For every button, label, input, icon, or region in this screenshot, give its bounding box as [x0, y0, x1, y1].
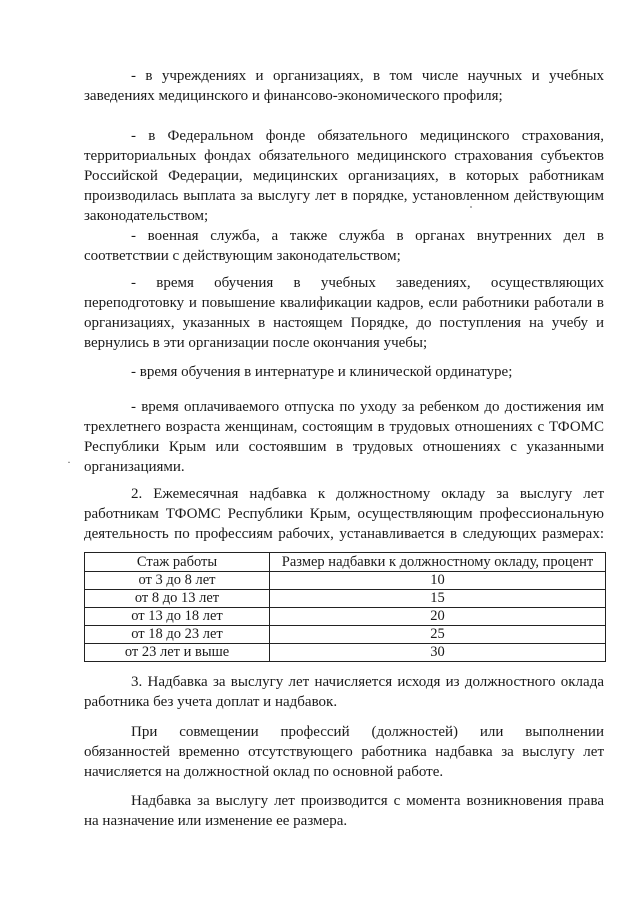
scan-speck	[470, 206, 472, 208]
text-line: работника без учета доплат и надбавок.	[84, 694, 338, 710]
bonus-table	[84, 552, 606, 662]
text-line: вернулись в эти организации после окончания учебы;	[84, 335, 428, 351]
experience-cell: от 13 до 18 лет	[85, 608, 270, 626]
table-header-row	[85, 553, 606, 572]
table-row	[85, 572, 606, 590]
text-line: соответствии с действующим законодательством;	[84, 248, 401, 264]
paragraph-training-time	[84, 273, 604, 353]
percent-cell: 30	[270, 644, 606, 662]
text-line: организациями.	[84, 459, 185, 475]
paragraph-federal-fund	[84, 126, 604, 226]
paragraph-institutions	[84, 66, 604, 106]
column-header-experience: Стаж работы	[85, 553, 270, 572]
text-line: территориальных фондах обязательного медицинского страхования субъектов	[84, 148, 604, 164]
paragraph-combination	[84, 722, 604, 782]
paragraph-bonus-calculation	[84, 672, 604, 712]
text-line: 2. Ежемесячная надбавка к должностному окладу за выслугу лет	[131, 486, 604, 502]
table-row	[85, 590, 606, 608]
percent-cell: 10	[270, 572, 606, 590]
text-line: на назначение или изменение ее размера.	[84, 813, 348, 829]
text-line: - время обучения в учебных заведениях, осуществляющих	[131, 275, 604, 291]
paragraph-effective-date	[84, 791, 604, 831]
text-line: работникам ТФОМС Республики Крым, осуществляющим профессиональную	[84, 506, 604, 522]
text-line: Республики Крым или состоявшим в трудовых отношениях с указанными	[84, 439, 604, 455]
text-line: - время обучения в интернатуре и клинической ординатуре;	[131, 364, 513, 380]
text-line: - в Федеральном фонде обязательного медицинского страхования,	[131, 128, 604, 144]
table-row	[85, 626, 606, 644]
table-row	[85, 644, 606, 662]
text-line: - в учреждениях и организациях, в том числе научных и учебных	[131, 68, 604, 84]
text-line: Российской Федерации, медицинских организациях, в которых работникам	[84, 168, 604, 184]
paragraph-internship	[84, 362, 604, 382]
text-line: обязанностей временно отсутствующего работника надбавка за выслугу лет	[84, 744, 604, 760]
percent-cell: 20	[270, 608, 606, 626]
text-line: 3. Надбавка за выслугу лет начисляется исходя из должностного оклада	[131, 674, 604, 690]
text-line: трехлетнего возраста женщинам, состоящим в трудовых отношениях с ТФОМС	[84, 419, 604, 435]
percent-cell: 25	[270, 626, 606, 644]
paragraph-military-service	[84, 226, 604, 266]
scan-mark: ·	[67, 455, 71, 469]
text-line: При совмещении профессий (должностей) или выполнении	[131, 724, 604, 740]
column-header-bonus-percent: Размер надбавки к должностному окладу, процент	[270, 553, 606, 572]
paragraph-monthly-bonus	[84, 484, 604, 544]
text-line: деятельность по профессиям рабочих, устанавливается в следующих размерах:	[84, 526, 604, 542]
text-line: переподготовку и повышение квалификации кадров, если работники работали в	[84, 295, 604, 311]
text-line: - время оплачиваемого отпуска по уходу за ребенком до достижения им	[131, 399, 604, 415]
paragraph-parental-leave	[84, 397, 604, 477]
table-row	[85, 608, 606, 626]
text-line: организациях, указанных в настоящем Порядке, до поступления на учебу и	[84, 315, 604, 331]
experience-cell: от 3 до 8 лет	[85, 572, 270, 590]
percent-cell: 15	[270, 590, 606, 608]
text-line: производилась выплата за выслугу лет в порядке, установленном действующим	[84, 188, 604, 204]
experience-cell: от 18 до 23 лет	[85, 626, 270, 644]
text-line: начисляется на должностной оклад по основной работе.	[84, 764, 444, 780]
text-line: законодательством;	[84, 208, 209, 224]
text-line: Надбавка за выслугу лет производится с момента возникновения права	[131, 793, 604, 809]
text-line: - военная служба, а также служба в органах внутренних дел в	[131, 228, 604, 244]
text-line: заведениях медицинского и финансово-экономического профиля;	[84, 88, 503, 104]
experience-cell: от 23 лет и выше	[85, 644, 270, 662]
experience-cell: от 8 до 13 лет	[85, 590, 270, 608]
